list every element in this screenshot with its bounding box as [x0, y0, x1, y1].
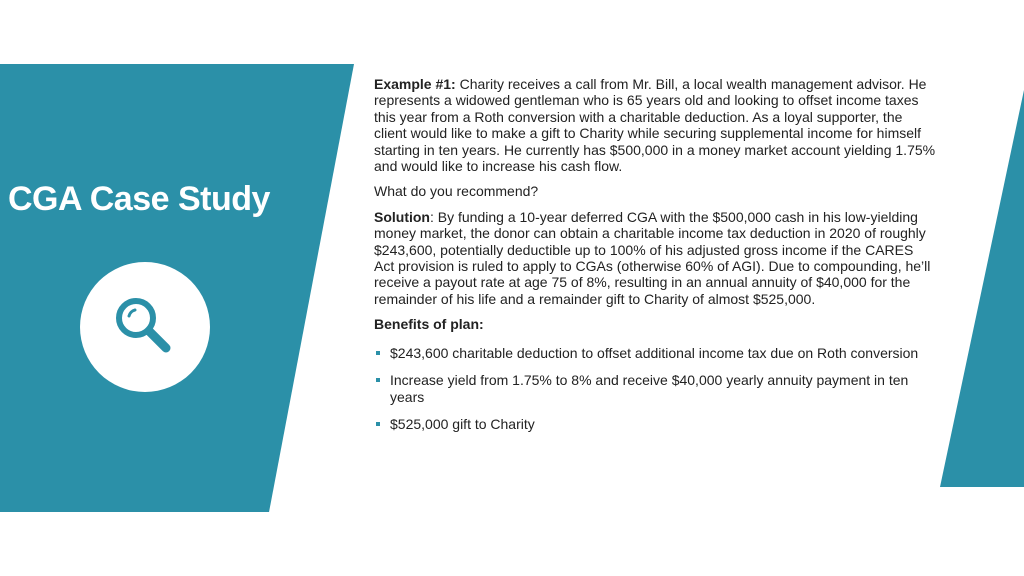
benefit-item: $525,000 gift to Charity [374, 416, 936, 432]
question-text: What do you recommend? [374, 183, 539, 200]
case-study-content [374, 76, 936, 443]
right-teal-accent [940, 90, 1024, 487]
example-label: Example #1: [374, 76, 456, 92]
example-paragraph [374, 76, 936, 174]
benefits-list [374, 345, 936, 433]
solution-label: Solution [374, 208, 430, 225]
benefits-title: Benefits of plan: [374, 316, 484, 333]
solution-text: : By funding a 10-year deferred CGA with the $500,000 cash in his low-yielding money market, the donor can obtain a charitable income tax deduction in 2020 of roughly $243,600, potentially deductible up to 100% of his adjusted gross income if the CARES Act provision is ruled to apply to CGAs (otherwise 60% of AGI). Due to compounding, he’ll receive a payout rate at age 75 of 8%, resulting in an annual annuity of $40,000 for the remainder of his life and a remainder gift to Charity of almost $525,000. [374, 208, 931, 307]
magnifier-icon [110, 292, 180, 362]
solution-paragraph [374, 209, 936, 307]
benefit-item: $243,600 charitable deduction to offset additional income tax due on Roth conversion [374, 345, 936, 361]
benefit-item: Increase yield from 1.75% to 8% and receive $40,000 yearly annuity payment in ten years [374, 372, 936, 405]
icon-circle [80, 262, 210, 392]
page-title: CGA Case Study [8, 180, 270, 218]
example-text: Charity receives a call from Mr. Bill, a local wealth management advisor. He represents a widowed gentleman who is 65 years old and looking to offset income taxes this year from a Roth conversion with a charitable deduction. As a loyal supporter, the client would like to make a gift to Charity while securing supplemental income for himself starting in ten years. He currently has $500,000 in a money market account yielding 1.75% and would like to increase his cash flow. [374, 76, 936, 175]
